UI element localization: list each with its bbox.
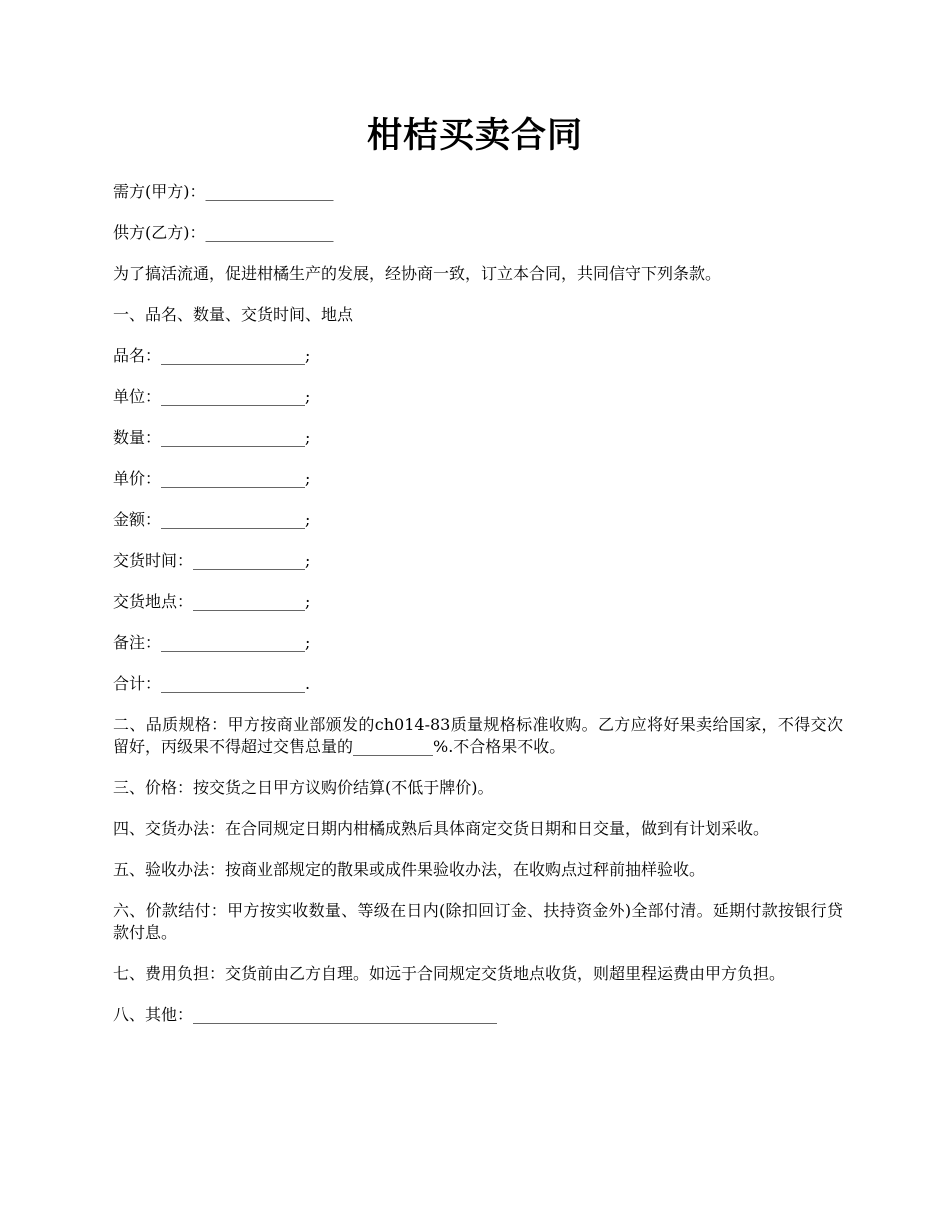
document-body — [113, 181, 843, 1045]
section-3-price: 三、价格：按交货之日甲方议购价结算(不低于牌价)。 — [113, 778, 494, 797]
section-2-quality: 二、品质规格：甲方按商业部颁发的ch014-83质量规格标准收购。乙方应将好果卖给国家，不得交次留好，丙级果不得超过交售总量的__________%.不合格果不收。 — [113, 715, 843, 756]
document-title: 柑桔买卖合同 — [366, 115, 583, 156]
field-amount: 金额：__________________; — [113, 510, 311, 529]
section-4-delivery: 四、交货办法：在合同规定日期内柑橘成熟后具体商定交货日期和日交量，做到有计划采收。 — [113, 819, 770, 838]
field-unit-price: 单价：__________________; — [113, 469, 311, 488]
field-quantity: 数量：__________________; — [113, 428, 311, 447]
section-1-heading: 一、品名、数量、交货时间、地点 — [113, 305, 354, 324]
section-5-inspection: 五、验收办法：按商业部规定的散果或成件果验收办法，在收购点过秤前抽样验收。 — [113, 860, 706, 879]
preamble: 为了搞活流通，促进柑橘生产的发展，经协商一致，订立本合同，共同信守下列条款。 — [113, 264, 722, 283]
field-total: 合计：__________________. — [113, 674, 311, 693]
field-remarks: 备注：__________________; — [113, 633, 311, 652]
field-product-name: 品名：__________________; — [113, 346, 311, 365]
section-8-other: 八、其他：______________________________________ — [113, 1005, 498, 1024]
field-delivery-time: 交货时间：______________; — [113, 551, 311, 570]
party-b-line: 供方(乙方)：________________ — [113, 223, 334, 242]
field-delivery-place: 交货地点：______________; — [113, 592, 311, 611]
field-unit: 单位：__________________; — [113, 387, 311, 406]
section-6-payment: 六、价款结付：甲方按实收数量、等级在日内(除扣回订金、扶持资金外)全部付清。延期付款按银行贷款付息。 — [113, 901, 843, 942]
section-7-costs: 七、费用负担：交货前由乙方自理。如远于合同规定交货地点收货，则超里程运费由甲方负担。 — [113, 964, 786, 983]
party-a-line: 需方(甲方)：________________ — [113, 182, 334, 201]
